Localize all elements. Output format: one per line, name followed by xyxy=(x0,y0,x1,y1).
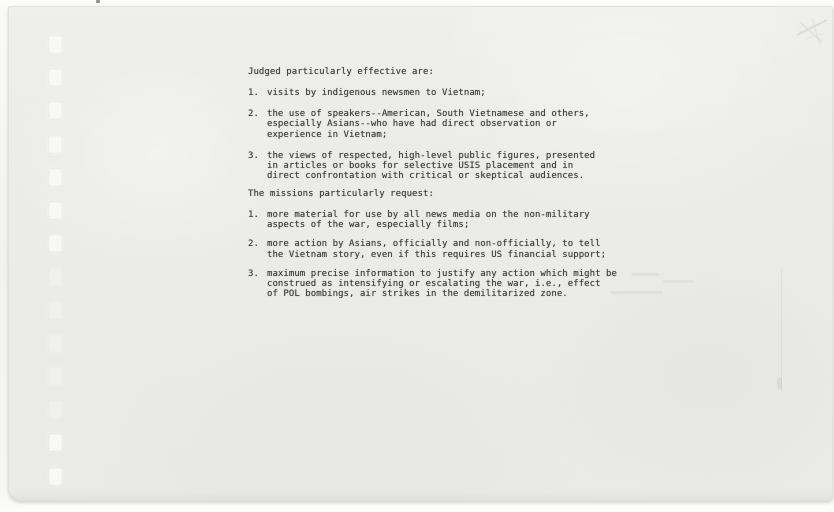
item-text xyxy=(267,109,688,140)
item-text xyxy=(267,210,688,231)
text-line: construed as intensifying or escalating the war, i.e., effect xyxy=(267,278,601,289)
smudge-mark xyxy=(611,291,663,294)
document-section xyxy=(248,67,688,181)
text-line: the use of speakers--American, South Vietnamese and others, xyxy=(267,108,590,119)
binding-hole xyxy=(49,434,62,451)
document-text xyxy=(248,67,688,308)
text-line: experience in Vietnam; xyxy=(267,129,388,140)
item-text xyxy=(267,151,688,182)
document-section xyxy=(248,189,688,299)
binding-hole xyxy=(49,401,62,418)
item-number: 2. xyxy=(248,239,259,250)
text-line: aspects of the war, especially films; xyxy=(267,220,470,231)
text-line: more material for use by all news media on the non-military xyxy=(267,210,590,221)
document-page xyxy=(8,6,833,501)
text-line: more action by Asians, officially and non-officially, to tell xyxy=(267,239,601,250)
binding-hole xyxy=(49,136,62,153)
scan-blob-artifact xyxy=(777,377,782,389)
item-number: 3. xyxy=(248,150,259,161)
item-text xyxy=(267,269,688,300)
smudge-mark xyxy=(663,280,693,283)
pencil-scribble-mark xyxy=(791,9,834,55)
text-line: especially Asians--who have had direct observation or xyxy=(267,119,557,130)
binding-hole xyxy=(49,36,62,53)
text-line: visits by indigenous newsmen to Vietnam; xyxy=(267,87,486,98)
binding-hole xyxy=(49,202,62,219)
binding-hole xyxy=(49,335,62,352)
section-heading: The missions particularly request: xyxy=(248,189,434,200)
binding-hole xyxy=(49,235,62,252)
scan-speck xyxy=(96,0,100,3)
list-item xyxy=(248,151,688,182)
smudge-mark xyxy=(631,273,659,276)
item-text xyxy=(267,88,688,98)
item-text xyxy=(267,239,688,260)
list-item xyxy=(248,109,688,140)
item-number: 1. xyxy=(248,210,259,221)
list-item xyxy=(248,269,688,300)
binding-hole xyxy=(49,102,62,119)
text-line: of POL bombings, air strikes in the demilitarized zone. xyxy=(267,289,568,300)
list-item xyxy=(248,88,688,98)
text-line: direct confrontation with critical or skeptical audiences. xyxy=(267,171,585,182)
item-number: 2. xyxy=(248,108,259,119)
list-item xyxy=(248,210,688,231)
text-line: the views of respected, high-level public figures, presented xyxy=(267,150,596,161)
section-heading: Judged particularly effective are: xyxy=(248,67,434,77)
text-line: maximum precise information to justify any action which might be xyxy=(267,268,617,279)
item-number: 3. xyxy=(248,268,259,279)
binding-holes xyxy=(9,7,89,500)
list-item xyxy=(248,239,688,260)
binding-hole xyxy=(49,69,62,86)
scan-line-artifact xyxy=(781,269,782,391)
item-number: 1. xyxy=(248,87,259,98)
binding-hole xyxy=(49,169,62,186)
binding-hole xyxy=(49,302,62,319)
binding-hole xyxy=(49,368,62,385)
pencil-scribble-icon xyxy=(791,9,834,55)
text-line: the Vietnam story, even if this requires US financial support; xyxy=(267,249,607,260)
binding-hole xyxy=(49,268,62,285)
page-bottom-shade xyxy=(9,490,832,500)
binding-hole xyxy=(49,468,62,485)
text-line: in articles or books for selective USIS placement and in xyxy=(267,160,574,171)
